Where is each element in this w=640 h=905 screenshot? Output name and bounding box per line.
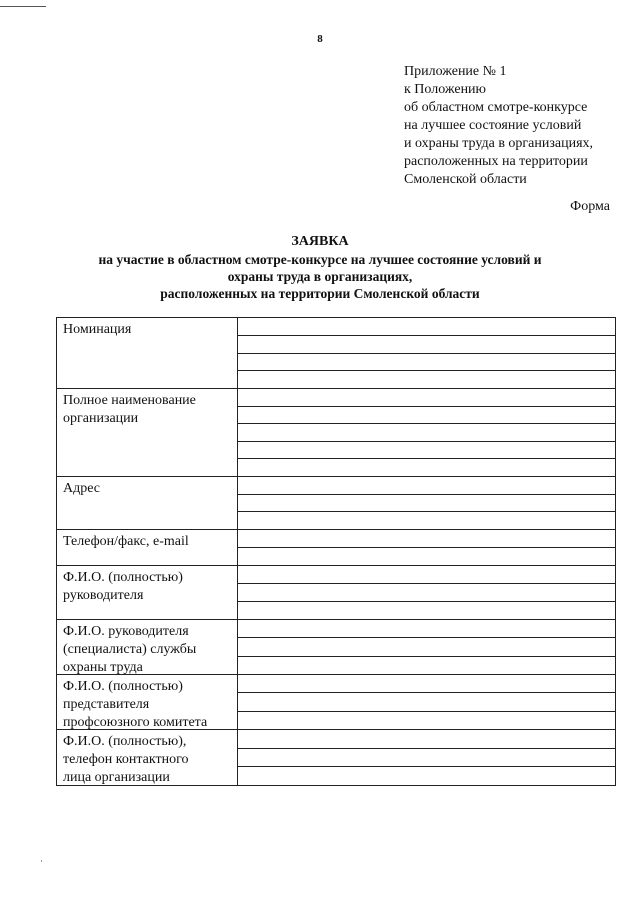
row-label-line: охраны труда bbox=[63, 660, 143, 675]
row-fill-area bbox=[238, 620, 615, 674]
fill-line[interactable] bbox=[238, 423, 615, 441]
fill-line[interactable] bbox=[238, 458, 615, 476]
row-fill-area bbox=[238, 530, 615, 565]
fill-line[interactable] bbox=[238, 566, 615, 583]
fill-line[interactable] bbox=[238, 353, 615, 371]
appendix-line: на лучшее состояние условий bbox=[404, 118, 582, 133]
appendix-note bbox=[404, 63, 593, 189]
appendix-line: Смоленской области bbox=[404, 172, 527, 187]
row-label bbox=[57, 318, 238, 388]
page-number: 8 bbox=[317, 33, 323, 45]
title-line: на участие в областном смотре-конкурсе на лучшее состояние условий и bbox=[98, 252, 542, 267]
row-address bbox=[57, 476, 615, 529]
row-fill-area bbox=[238, 477, 615, 529]
row-organization-name bbox=[57, 388, 615, 476]
row-label bbox=[57, 620, 238, 674]
appendix-line: и охраны труда в организациях, bbox=[404, 136, 594, 151]
fill-line[interactable] bbox=[238, 620, 615, 637]
row-phone-email bbox=[57, 529, 615, 565]
row-union-representative bbox=[57, 674, 615, 729]
fill-line[interactable] bbox=[238, 601, 615, 619]
row-label-line: представителя bbox=[63, 697, 150, 712]
fill-line[interactable] bbox=[238, 730, 615, 748]
title-line: расположенных на территории Смоленской области bbox=[160, 286, 480, 301]
fill-line[interactable] bbox=[238, 318, 615, 335]
title-main: ЗАЯВКА bbox=[291, 234, 349, 249]
fill-line[interactable] bbox=[238, 692, 615, 710]
fill-line[interactable] bbox=[238, 477, 615, 494]
row-label-line: лица организации bbox=[63, 770, 170, 785]
document-title bbox=[0, 233, 640, 302]
row-label-line: Телефон/факс, e-mail bbox=[63, 534, 189, 549]
row-label-line: Ф.И.О. (полностью) bbox=[63, 570, 183, 585]
fill-line[interactable] bbox=[238, 547, 615, 565]
fill-line[interactable] bbox=[238, 748, 615, 767]
row-fill-area bbox=[238, 730, 615, 785]
appendix-line: Приложение № 1 bbox=[404, 64, 507, 79]
row-fill-area bbox=[238, 675, 615, 729]
row-label-line: профсоюзного комитета bbox=[63, 715, 208, 730]
title-line: охраны труда в организациях, bbox=[227, 269, 413, 284]
row-label bbox=[57, 730, 238, 785]
row-label bbox=[57, 389, 238, 476]
fill-line[interactable] bbox=[238, 370, 615, 388]
row-label bbox=[57, 675, 238, 729]
scan-speck bbox=[41, 860, 42, 862]
appendix-line: расположенных на территории bbox=[404, 154, 588, 169]
row-label-line: Ф.И.О. руководителя bbox=[63, 624, 189, 639]
fill-line[interactable] bbox=[238, 656, 615, 674]
row-label bbox=[57, 566, 238, 619]
row-label-line: Адрес bbox=[63, 481, 101, 496]
row-fill-area bbox=[238, 318, 615, 388]
fill-line[interactable] bbox=[238, 675, 615, 692]
fill-line[interactable] bbox=[238, 335, 615, 353]
scan-edge-mark bbox=[0, 6, 46, 7]
fill-line[interactable] bbox=[238, 766, 615, 785]
fill-line[interactable] bbox=[238, 583, 615, 601]
row-label bbox=[57, 530, 238, 565]
fill-line[interactable] bbox=[238, 406, 615, 424]
row-fill-area bbox=[238, 389, 615, 476]
row-label-line: Номинация bbox=[63, 322, 132, 337]
row-nomination bbox=[57, 318, 615, 388]
row-label-line: (специалиста) службы bbox=[63, 642, 197, 657]
fill-line[interactable] bbox=[238, 511, 615, 529]
row-label-line: телефон контактного bbox=[63, 752, 189, 767]
row-label-line: Полное наименование bbox=[63, 393, 196, 408]
fill-line[interactable] bbox=[238, 711, 615, 729]
fill-line[interactable] bbox=[238, 494, 615, 512]
fill-line[interactable] bbox=[238, 530, 615, 547]
appendix-line: об областном смотре-конкурсе bbox=[404, 100, 588, 115]
appendix-line: к Положению bbox=[404, 82, 487, 97]
row-label-line: организации bbox=[63, 411, 139, 426]
row-director-name bbox=[57, 565, 615, 619]
form-label: Форма bbox=[570, 199, 610, 214]
row-label-line: Ф.И.О. (полностью) bbox=[63, 679, 183, 694]
fill-line[interactable] bbox=[238, 441, 615, 459]
application-form-table bbox=[56, 317, 616, 786]
row-label bbox=[57, 477, 238, 529]
fill-line[interactable] bbox=[238, 637, 615, 655]
row-contact-person bbox=[57, 729, 615, 785]
fill-line[interactable] bbox=[238, 389, 615, 406]
row-fill-area bbox=[238, 566, 615, 619]
row-label-line: руководителя bbox=[63, 588, 144, 603]
row-safety-service-head bbox=[57, 619, 615, 674]
row-label-line: Ф.И.О. (полностью), bbox=[63, 734, 187, 749]
